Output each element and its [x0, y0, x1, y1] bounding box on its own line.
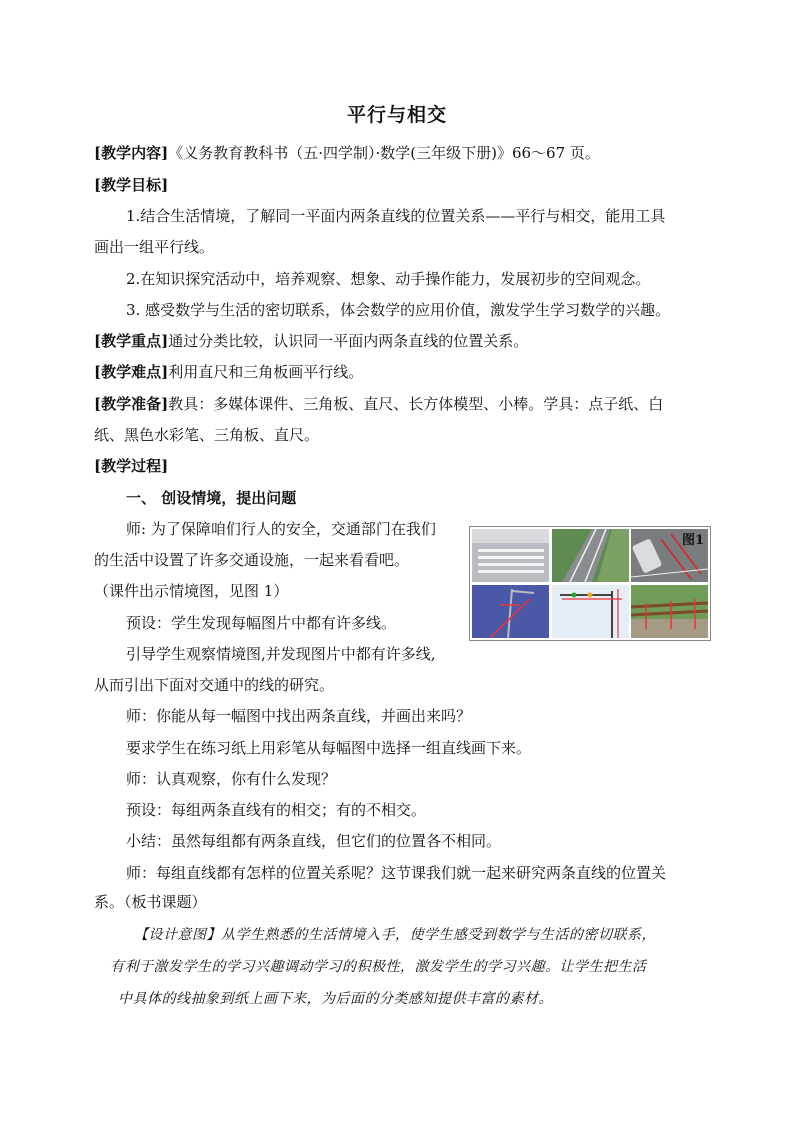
design-note: 【设计意图】从学生熟悉的生活情境入手，使学生感受到数学与生活的密切联系， — [134, 927, 656, 943]
guardrail-photo — [631, 585, 708, 638]
teaching-content — [94, 143, 600, 163]
paragraph: （课件出示情境图，见图 1） — [94, 582, 289, 600]
design-note: 中具体的线抽象到纸上画下来，为后面的分类感知提供丰富的素材。 — [118, 991, 553, 1007]
goal-1-cont: 画出一组平行线。 — [94, 238, 215, 256]
street-light-photo — [472, 585, 549, 638]
difficulty-label: [教学难点] — [94, 363, 169, 381]
goal-2: 2.在知识探究活动中，培养观察、想象、动手操作能力，发展初步的空间观念。 — [126, 270, 651, 288]
key-point-text: 通过分类比较，认识同一平面内两条直线的位置关系。 — [168, 332, 529, 350]
preparation — [94, 394, 663, 414]
paragraph: 预设：每组两条直线有的相交；有的不相交。 — [126, 801, 427, 819]
paragraph: 的生活中设置了许多交通设施，一起来看看吧。 — [94, 551, 410, 569]
goal-3: 3. 感受数学与生活的密切联系，体会数学的应用价值，激发学生学习数学的兴趣。 — [126, 301, 671, 319]
page-title: 平行与相交 — [346, 104, 447, 126]
paragraph: 系。（板书课题） — [94, 893, 207, 911]
traffic-light-photo — [552, 585, 629, 638]
teaching-content-label: [教学内容] — [94, 144, 169, 162]
difficulty — [94, 362, 363, 382]
highway-photo — [552, 529, 629, 582]
key-point-label: [教学重点] — [94, 332, 169, 350]
paragraph: 师：认真观察，你有什么发现？ — [126, 770, 337, 788]
crosswalk-photo — [472, 529, 549, 582]
paragraph: 要求学生在练习纸上用彩笔从每幅图中选择一组直线画下来。 — [126, 739, 532, 757]
teaching-content-text: 《义务教育教科书（五·四学制）·数学(三年级下册)》66～67 页。 — [168, 144, 600, 162]
paragraph: 从而引出下面对交通中的线的研究。 — [94, 676, 335, 694]
preparation-label: [教学准备] — [94, 395, 169, 413]
paragraph: 小结：虽然每组都有两条直线，但它们的位置各不相同。 — [126, 832, 502, 850]
figure-label: 图1 — [681, 533, 704, 548]
traffic-scene-figure — [469, 526, 711, 641]
paragraph: 师：每组直线都有怎样的位置关系呢？这节课我们就一起来研究两条直线的位置关 — [126, 864, 667, 882]
paragraph: 师：你能从每一幅图中找出两条直线，并画出来吗？ — [126, 707, 472, 725]
paragraph: 引导学生观察情境图,并发现图片中都有许多线, — [126, 645, 436, 663]
section-heading: 一、 创设情境，提出问题 — [126, 489, 297, 507]
preparation-cont: 纸、黑色水彩笔、三角板、直尺。 — [94, 426, 320, 444]
difficulty-text: 利用直尺和三角板画平行线。 — [168, 363, 364, 381]
paragraph: 师: 为了保障咱们行人的安全，交通部门在我们 — [126, 520, 436, 538]
teaching-goals-label: [教学目标] — [94, 176, 169, 194]
key-point — [94, 331, 528, 351]
design-note: 有利于激发学生的学习兴趣调动学习的积极性，激发学生的学习兴趣。让学生把生活 — [110, 959, 647, 975]
goal-1: 1.结合生活情境，了解同一平面内两条直线的位置关系——平行与相交，能用工具 — [126, 207, 666, 225]
preparation-text: 教具：多媒体课件、三角板、直尺、长方体模型、小棒。学具：点子纸、白 — [168, 395, 664, 413]
teaching-process-label: [教学过程] — [94, 457, 169, 475]
paragraph: 预设：学生发现每幅图片中都有许多线。 — [126, 614, 397, 632]
